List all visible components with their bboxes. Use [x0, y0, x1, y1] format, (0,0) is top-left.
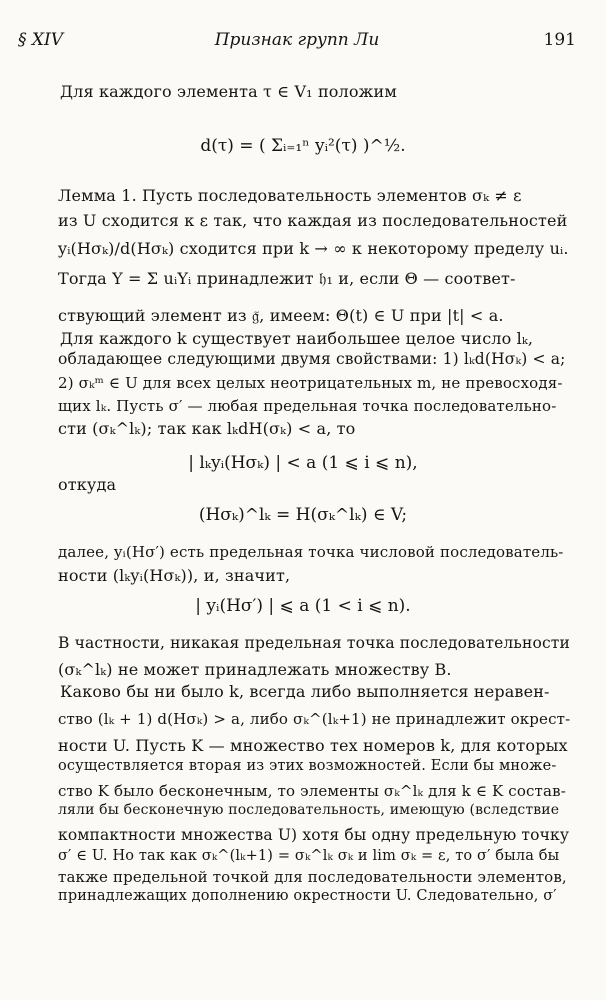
text-line: также предельной точкой для последовательности элементов, [58, 868, 567, 886]
text-line: yᵢ(Hσₖ)/d(Hσₖ) сходится при k → ∞ к некоторому пределу uᵢ. [58, 239, 569, 258]
page-header [18, 30, 576, 56]
text-line: далее, yᵢ(Hσ′) есть предельная точка числовой последователь- [58, 543, 564, 561]
text-line: ности U. Пусть K — множество тех номеров k, для которых [58, 736, 568, 755]
section-number: § XIV [18, 30, 63, 50]
text-line: принадлежащих дополнению окрестности U. Следовательно, σ′ [58, 888, 557, 904]
formula: d(τ) = ( Σᵢ₌₁ⁿ yᵢ²(τ) )^½. [200, 136, 406, 156]
text-line: обладающее следующими двумя свойствами: 1) lₖd(Hσₖ) < a; [58, 350, 566, 368]
text-line: щих lₖ. Пусть σ′ — любая предельная точка последовательно- [58, 397, 557, 415]
formula: | lₖyᵢ(Hσₖ) | < a (1 ⩽ i ⩽ n), [188, 453, 418, 473]
text-line: откуда [58, 475, 117, 494]
text-line: Для каждого k существует наибольшее целое число lₖ, [60, 329, 534, 348]
running-title: Признак групп Ли [214, 30, 380, 50]
text-line: 2) σₖᵐ ∈ U для всех целых неотрицательных m, не превосходя- [58, 374, 563, 392]
formula: | yᵢ(Hσ′) | ⩽ a (1 < i ⩽ n). [195, 596, 411, 616]
text-line: сти (σₖ^lₖ); так как lₖdH(σₖ) < a, то [58, 419, 356, 438]
text-line: Тогда Y = Σ uᵢYᵢ принадлежит 𝔥₁ и, если Θ — соответ- [58, 269, 516, 288]
text-line: Лемма 1. Пусть последовательность элементов σₖ ≠ ε [58, 186, 522, 205]
text-line: ляли бы бесконечную последовательность, имеющую (вследствие [58, 802, 560, 818]
text-line: компактности множества U) хотя бы одну предельную точку [58, 826, 570, 844]
text-line: В частности, никакая предельная точка последовательности [58, 634, 570, 652]
formula: (Hσₖ)^lₖ = H(σₖ^lₖ) ∈ V; [198, 505, 408, 525]
text-line: ности (lₖyᵢ(Hσₖ)), и, значит, [58, 566, 291, 585]
text-line: ство K было бесконечным, то элементы σₖ^lₖ для k ∈ K состав- [58, 782, 566, 800]
text-line: Для каждого элемента τ ∈ V₁ положим [60, 82, 397, 101]
text-line: ство (lₖ + 1) d(Hσₖ) > a, либо σₖ^(lₖ+1) не принадлежит окрест- [58, 710, 571, 728]
text-line: осуществляется вторая из этих возможностей. Если бы множе- [58, 758, 557, 774]
text-line: из U сходится к ε так, что каждая из последовательностей [58, 211, 568, 230]
page-number: 191 [543, 30, 576, 50]
text-line: (σₖ^lₖ) не может принадлежать множеству B. [58, 660, 452, 679]
text-line: Каково бы ни было k, всегда либо выполняется неравен- [60, 682, 550, 701]
text-line: σ′ ∈ U. Но так как σₖ^(lₖ+1) = σₖ^lₖ σₖ и lim σₖ = ε, то σ′ была бы [58, 848, 560, 864]
text-line: ствующий элемент из 𝔤̃, имеем: Θ(t) ∈ U при |t| < a. [58, 306, 504, 325]
